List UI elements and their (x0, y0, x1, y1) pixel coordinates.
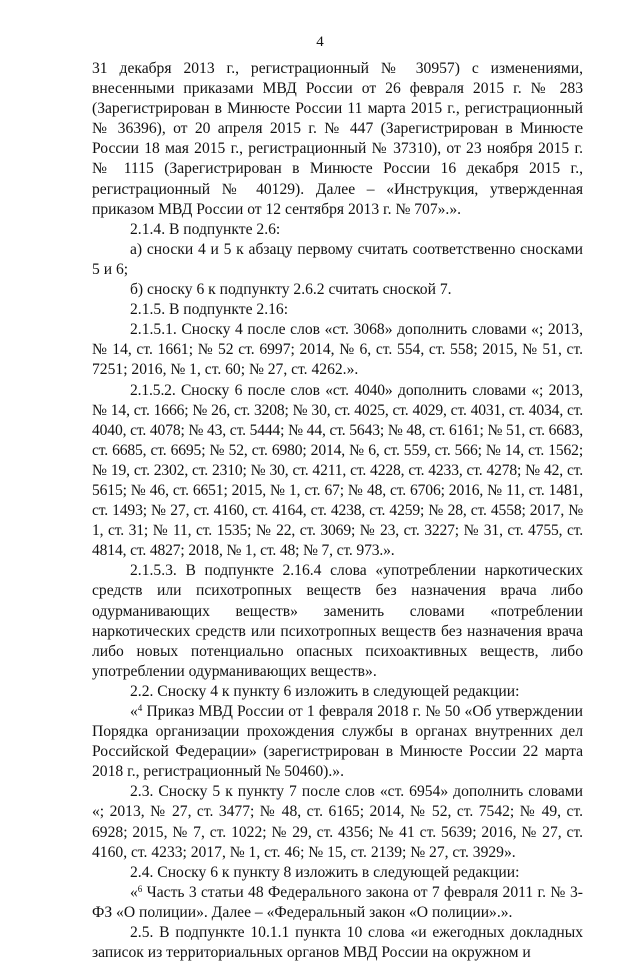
paragraph-footnote-4: «$^4$ Приказ МВД России от 1 февраля 2018 г. № 50 «Об утверждении Порядка организации прохождения службы в органах внутренних дел Российской Федерации» (зарегистрирован в Минюсте России 22 марта 2018 г., регистрационный № 50460).». (92, 703, 583, 781)
paragraph-2-1-5-1: 2.1.5.1. Сноску 4 после слов «ст. 3068» дополнить словами «; 2013, № 14, ст. 1661; № 52 ст. 6997; 2014, № 6, ст. 554, ст. 558; 2015, № 51, ст. 7251; 2016, № 1, ст. 60; № 27, ст. 4262.». (92, 321, 583, 379)
paragraph-2-1-4: 2.1.4. В подпункте 2.6: (130, 220, 281, 238)
page-number: 4 (316, 34, 324, 50)
paragraph-continuation: 31 декабря 2013 г., регистрационный № 30957) с изменениями, внесенными приказами МВД России от 26 февраля 2015 г. № 283 (Зарегистрирован в Минюсте России 11 марта 2015 г., регистрационный № 36396), от 20 апреля 2015 г. № 447 (Зарегистрирован в Минюсте России 18 мая 2015 г., регистрационный № 37310), от 23 ноября 2015 г. № 1115 (Зарегистрирован в Минюсте России 16 декабря 2015 г., регистрационный № 40129). Далее – «Инструкция, утвержденная приказом МВД России от 12 сентября 2013 г. № 707».». (92, 60, 583, 218)
paragraph-item-a: а) сноски 4 и 5 к абзацу первому считать соответственно сносками 5 и 6; (92, 240, 583, 278)
paragraph-2-1-5: 2.1.5. В подпункте 2.16: (130, 301, 289, 319)
paragraph-2-5: 2.5. В подпункте 10.1.1 пункта 10 слова «и ежегодных докладных записок из территориальных органов МВД России на окружном и (92, 924, 583, 962)
footnote-4-text: Приказ МВД России от 1 февраля 2018 г. № 50 «Об утверждении Порядка организации прохождения службы в органах внутренних дел Российской Федерации» (зарегистрирован в Минюсте России 22 марта 2018 г., регистрационный № 50460).». (92, 703, 583, 781)
paragraph-2-4: 2.4. Сноску 6 к пункту 8 изложить в следующей редакции: (130, 863, 520, 881)
document-body (92, 59, 583, 963)
footnote-marker-4: 4 (137, 703, 143, 713)
paragraph-2-1-5-2: 2.1.5.2. Сноску 6 после слов «ст. 4040» дополнить словами «; 2013, № 14, ст. 1666; № 26, ст. 3208; № 30, ст. 4025, ст. 4029, ст. 4031, ст. 4034, ст. 4040, ст. 4078; № 43, ст. 5444; № 44, ст. 5643; № 48, ст. 6161; № 51, ст. 6683, ст. 6685, ст. 6695; № 52, ст. 6980; 2014, № 6, ст. 559, ст. 566; № 14, ст. 1562; № 19, ст. 2302, ст. 2310; № 30, ст. 4211, ст. 4228, ст. 4233, ст. 4278; № 42, ст. 5615; № 46, ст. 6651; 2015, № 1, ст. 67; № 48, ст. 6706; 2016, № 11, ст. 1481, ст. 1493; № 27, ст. 4160, ст. 4164, ст. 4238, ст. 4259; № 28, ст. 4558; 2017, № 1, ст. 31; № 11, ст. 1535; № 22, ст. 3069; № 23, ст. 3227; № 31, ст. 4755, ст. 4814, ст. 4827; 2018, № 1, ст. 48; № 7, ст. 973.». (92, 381, 583, 560)
paragraph-2-1-5-3: 2.1.5.3. В подпункте 2.16.4 слова «употреблении наркотических средств или психотропных веществ без назначения врача либо одурманивающих веществ» заменить словами «потреблении наркотических средств или психотропных веществ без назначения врача либо новых потенциально опасных психоактивных веществ, либо употреблении одурманивающих веществ». (92, 562, 583, 680)
paragraph-2-2: 2.2. Сноску 4 к пункту 6 изложить в следующей редакции: (130, 682, 520, 700)
footnote-6-text: Часть 3 статьи 48 Федерального закона от 7 февраля 2011 г. № 3-ФЗ «О полиции». Далее – «Федеральный закон «О полиции».». (92, 883, 583, 921)
paragraph-footnote-6: «$^6$ Часть 3 статьи 48 Федерального закона от 7 февраля 2011 г. № 3-ФЗ «О полиции». Далее – «Федеральный закон «О полиции».». (92, 883, 583, 921)
footnote-marker-6: 6 (137, 883, 143, 894)
paragraph-item-b: б) сноску 6 к подпункту 2.6.2 считать сноской 7. (130, 281, 452, 299)
paragraph-2-3: 2.3. Сноску 5 к пункту 7 после слов «ст. 6954» дополнить словами «; 2013, № 27, ст. 3477; № 48, ст. 6165; 2014, № 52, ст. 7542; № 49, ст. 6928; 2015, № 7, ст. 1022; № 29, ст. 4356; № 41 ст. 5639; 2016, № 27, ст. 4160, ст. 4233; 2017, № 1, ст. 46; № 15, ст. 2139; № 27, ст. 3929». (92, 783, 583, 861)
